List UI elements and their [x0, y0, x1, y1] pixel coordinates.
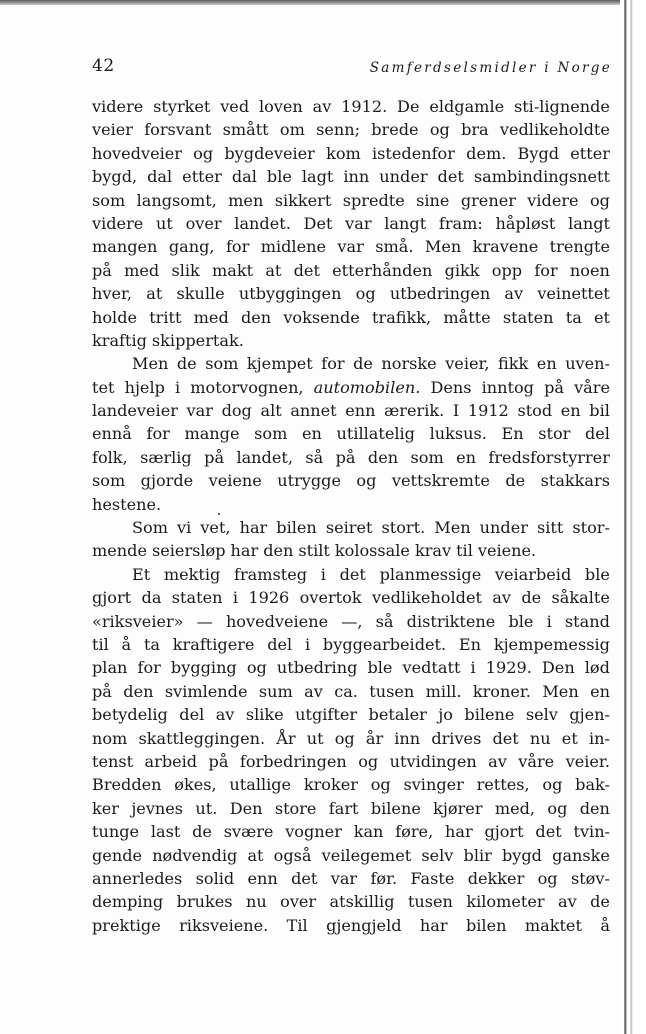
text-line: veier forsvant smått om senn; brede og bra vedlikeholdte: [92, 120, 610, 140]
text-line: hovedveier og bygdeveier kom istedenfor dem. Bygd etter: [92, 143, 610, 163]
text-line: gjort da staten i 1926 overtok vedlikeholdet av de såkalte: [92, 588, 610, 608]
scan-edge-top: [0, 0, 646, 5]
running-title: Samferdselsmidler i Norge: [369, 60, 612, 76]
text-line: betydelig del av slike utgifter betaler jo bilene selv gjen-: [92, 705, 610, 725]
text-line: til å ta kraftigere del i byggearbeidet. En kjempemessig: [92, 634, 610, 654]
page-number: 42: [92, 56, 115, 76]
text-line: hver, at skulle utbyggingen og utbedringen av veinettet: [92, 284, 610, 304]
text-line: «riksveier» — hovedveiene —, så distriktene ble i stand: [92, 611, 610, 631]
text-line: Men de som kjempet for de norske veier, fikk en uven-: [132, 354, 610, 374]
scan-edge-right: [620, 0, 646, 1034]
text-line: holde tritt med den voksende trafikk, måtte staten ta et: [92, 307, 610, 327]
text-line: annerledes solid enn det var før. Faste dekker og støv-: [92, 868, 610, 888]
text-line: ker jevnes ut. Den store fart bilene kjører med, og den: [92, 798, 610, 818]
text-line: landeveier var dog alt annet enn ærerik. I 1912 stod en bil: [92, 401, 610, 421]
text-line: tet hjelp i motorvognen, automobilen. Dens inntog på våre: [92, 377, 610, 397]
text-line: Bredden økes, utallige kroker og svinger rettes, og bak-: [92, 775, 610, 795]
text-line: gende nødvendig at også veilegemet selv blir bygd ganske: [92, 845, 610, 865]
text-line: videre ut over landet. Det var langt fram: håpløst langt: [92, 213, 610, 233]
body-text: [92, 95, 610, 937]
text-line: tunge last de svære vogner kan føre, har gjort det tvin-: [92, 822, 610, 842]
text-line: Som vi vet, har bilen seiret stort. Men under sitt stor-: [132, 518, 610, 538]
text-line: mende seiersløp har den stilt kolossale krav til veiene.: [92, 541, 537, 561]
text-line: som gjorde veiene utrygge og vettskremte de stakkars: [92, 471, 610, 491]
page-header: [92, 56, 612, 80]
text-line: plan for bygging og utbedring ble vedtatt i 1929. Den lød: [92, 658, 610, 678]
text-line: nom skattleggingen. År ut og år inn drives det nu et in-: [92, 728, 610, 748]
text-line: ennå for mange som en utillatelig luksus. En stor del: [92, 424, 610, 444]
text-line: Et mektig framsteg i det planmessige veiarbeid ble: [132, 564, 610, 584]
stray-mark: [218, 513, 220, 515]
text-line: på den svimlende sum av ca. tusen mill. kroner. Men en: [92, 681, 610, 701]
text-line: mangen gang, for midlene var små. Men kravene trengte: [92, 237, 610, 257]
text-line: som langsomt, men sikkert spredte sine grener videre og: [92, 190, 610, 210]
text-line: kraftig skippertak.: [92, 330, 244, 350]
text-line: tenst arbeid på forbedringen og utvidingen av våre veier.: [92, 751, 610, 771]
text-line: hestene.: [92, 494, 162, 514]
text-line: på med slik makt at det etterhånden gikk opp for noen: [92, 260, 610, 280]
text-line: prektige riksveiene. Til gjengjeld har bilen maktet å: [92, 915, 610, 935]
text-line: videre styrket ved loven av 1912. De eldgamle sti-lignende: [92, 97, 610, 116]
text-line: bygd, dal etter dal ble lagt inn under det sambindingsnett: [92, 167, 610, 187]
text-line: folk, særlig på landet, så på den som en fredsforstyrrer: [92, 447, 610, 467]
text-line: demping brukes nu over atskillig tusen kilometer av de: [92, 892, 610, 912]
